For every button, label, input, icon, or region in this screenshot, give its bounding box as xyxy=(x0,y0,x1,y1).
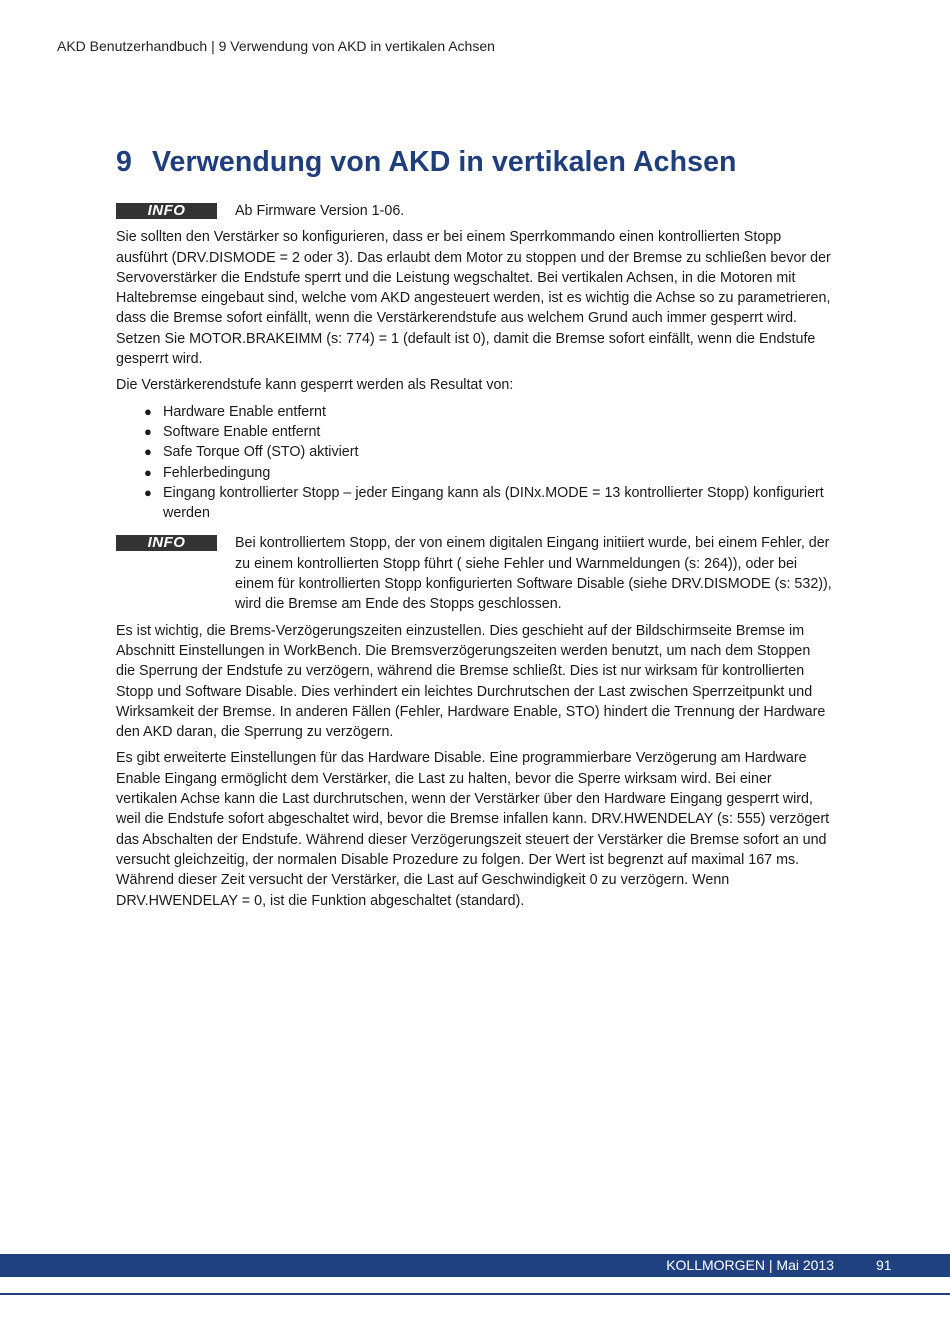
info-badge: INFO xyxy=(116,535,217,551)
page-number: 91 xyxy=(876,1257,892,1273)
list-item xyxy=(116,463,832,483)
chapter-title xyxy=(116,146,737,179)
bullet-icon: ● xyxy=(144,444,152,460)
info-note-firmware xyxy=(116,201,832,221)
list-item-text: Hardware Enable entfernt xyxy=(163,403,326,420)
paragraph-hardware-disable: Es gibt erweiterte Einstellungen für das Hardware Disable. Eine programmierbare Verzögerung am Hardware Enable Eingang ermöglicht dem Verstärker, die Last zu halten, bevor die Sperre wirksam wird. Bei einer vertikalen Achse kann die Last durchrutschen, wenn der Verstärker über den Hardware Eingang gesperrt wird, weil die Endstufe sofort abgeschaltet wird, bevor die Bremse infallen kann. DRV.HWENDELAY (s: 555) verzögert das Abschalten der Endstufe. Während dieser Verzögerungszeit steuert der Verstärker die Bremse sofort an und versucht gleichzeitig, der normalen Disable Prozedure zu folgen. Der Wert ist begrenzt auf maximal 167 ms. Während dieser Zeit versucht der Verstärker, die Last auf Geschwindigkeit 0 zu verzögern. Wenn DRV.HWENDELAY = 0, ist die Funktion abgeschaltet (standard). xyxy=(116,750,830,909)
info-note-text: Ab Firmware Version 1-06. xyxy=(235,203,405,219)
footer-bar xyxy=(0,1254,950,1277)
list-item-text: Eingang kontrollierter Stopp – jeder Eingang kann als (DINx.MODE = 13 kontrollierter Stopp) konfiguriert werden xyxy=(163,484,824,522)
running-header: AKD Benutzerhandbuch | 9 Verwendung von AKD in vertikalen Achsen xyxy=(57,38,495,54)
list-item-text: Safe Torque Off (STO) aktiviert xyxy=(163,444,359,461)
list-item xyxy=(116,402,832,422)
footer-brand: KOLLMORGEN | Mai 2013 xyxy=(666,1257,834,1273)
bullet-icon: ● xyxy=(144,464,152,480)
list-item xyxy=(116,442,832,462)
bullet-icon: ● xyxy=(144,423,152,439)
info-badge: INFO xyxy=(116,203,217,219)
chapter-content xyxy=(116,201,832,917)
list-item-text: Fehlerbedingung xyxy=(163,464,271,481)
bullet-icon: ● xyxy=(144,403,152,419)
chapter-number: 9 xyxy=(116,146,132,178)
chapter-title-text: Verwendung von AKD in vertikalen Achsen xyxy=(151,146,737,178)
info-note-text: Bei kontrolliertem Stopp, der von einem digitalen Eingang initiiert wurde, bei einem Fehler, der zu einem kontrollierten Stopp führt ( siehe Fehler und Warnmeldungen (s: 264)), oder bei einem für kontrollierten Stopp konfigurierten Software Disable (siehe DRV.DISMODE (s: 532)), wird die Bremse am Ende des Stopps geschlossen. xyxy=(235,535,832,613)
list-item-text: Software Enable entfernt xyxy=(163,423,321,440)
list-item xyxy=(116,483,832,524)
disable-causes-list xyxy=(116,402,832,524)
bullet-icon: ● xyxy=(144,484,152,500)
list-item xyxy=(116,422,832,442)
footer-rule xyxy=(0,1293,950,1295)
list-intro: Die Verstärkerendstufe kann gesperrt werden als Resultat von: xyxy=(116,377,514,394)
info-note-controlled-stop xyxy=(116,533,832,614)
paragraph-brake-delay: Es ist wichtig, die Brems-Verzögerungszeiten einzustellen. Dies geschieht auf der Bildschirmseite Bremse im Abschnitt Einstellungen in WorkBench. Die Bremsverzögerungszeiten werden benutzt, um nach dem Stoppen die Sperrung der Endstufe zu verzögern, während die Bremse schließt. Dies ist nur wirksam für kontrollierten Stopp und Software Disable. Dies verhindert ein leichtes Durchrutschen der Last zwischen Sperrzeitpunkt und Wirksamkeit der Bremse. In anderen Fällen (Fehler, Hardware Enable, STO) hindert die Trennung der Hardware den AKD daran, die Sperrung zu verzögern. xyxy=(116,622,826,741)
paragraph-intro: Sie sollten den Verstärker so konfigurieren, dass er bei einem Sperrkommando einen kontrollierten Stopp ausführt (DRV.DISMODE = 2 oder 3). Das erlaubt dem Motor zu stoppen und der Bremse zu schließen bevor der Servoverstärker die Endstufe sperrt und die Leistung wegschaltet. Bei vertikalen Achsen, in die Motoren mit Haltebremse eingebaut sind, welche vom AKD angesteuert werden, ist es wichtig die Achse so zu parametrieren, dass die Bremse sofort einfällt, wenn die Verstärkerendstufe aus welchem Grund auch immer gesperrt wird. Setzen Sie MOTOR.BRAKEIMM (s: 774) = 1 (default ist 0), damit die Bremse sofort einfällt, wenn die Endstufe gesperrt wird. xyxy=(116,229,831,368)
